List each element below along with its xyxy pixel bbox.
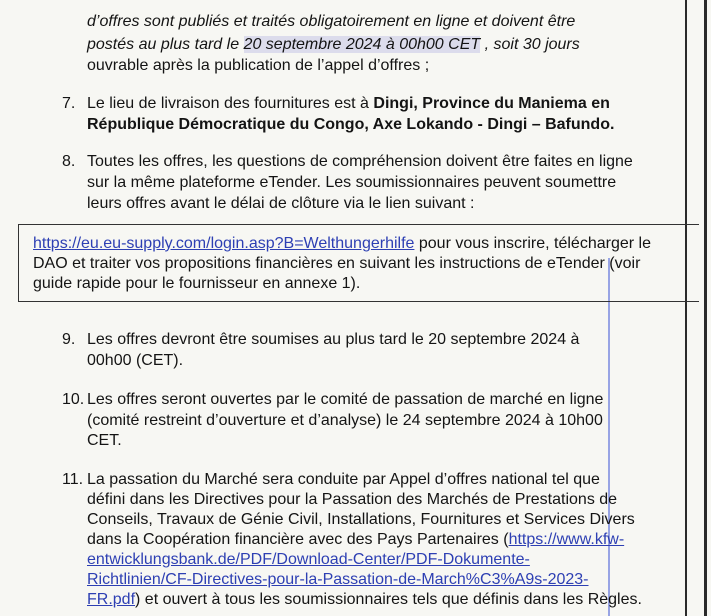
item-7-line-1 [87,94,610,114]
item-8-number: 8. [62,153,76,170]
item-10-line-1: Les offres seront ouvertes par le comité de passation de marché en ligne [87,391,604,408]
item-7-number: 7. [62,95,76,112]
item-11-line-4 [87,530,624,550]
item-11-line-1: La passation du Marché sera conduite par Appel d’offres national tel que [87,471,600,488]
scan-edge-line [685,0,687,616]
scan-edge-line-outer [704,0,707,616]
eu-supply-link[interactable]: https://eu.eu-supply.com/login.asp?B=Welthungerhilfe [33,235,415,252]
item-11-line-7 [87,590,642,610]
item-7-line-1-start: Le lieu de livraison des fournitures est à [87,95,374,112]
intro-line-2 [87,35,580,55]
item-9-line-2: 00h00 (CET). [87,352,184,369]
box-line-2: DAO et traiter vos propositions financières en suivant les instructions de eTender (voir [33,255,641,272]
item-11-line-3: Conseils, Travaux de Génie Civil, Installations, Fournitures et Services Divers [87,511,635,528]
item-7-location: Dingi, Province du Maniema en [373,95,610,112]
box-line-1-rest: pour vous inscrire, télécharger le [414,235,651,252]
item-8-line-3: leurs offres avant le délai de clôture via le lien suivant : [87,195,475,212]
kfw-link-part-4[interactable]: FR.pdf [87,591,136,608]
item-10-line-3: CET. [87,432,122,449]
item-8-line-1: Toutes les offres, les questions de compréhension doivent être faites en ligne [87,153,633,170]
kfw-link-part-3[interactable]: Richtlinien/CF-Directives-pour-la-Passation-de-March%C3%A9s-2023- [87,571,589,588]
kfw-link-part-1[interactable]: https://www.kfw- [508,531,625,548]
intro-line-2-end: , soit 30 jours [480,36,580,53]
item-11-line-2: défini dans les Directives pour la Passation des Marchés de Prestations de [87,491,618,508]
item-11-line-4-start: dans la Coopération financière avec des Pays Partenaires ( [87,531,509,548]
deadline-highlight: 20 septembre 2024 à 00h00 CET [243,36,481,53]
item-11-number: 11. [62,471,84,488]
item-11-line-6 [87,570,589,590]
item-9-line-1: Les offres devront être soumises au plus tard le 20 septembre 2024 à [87,331,580,348]
intro-line-1: d’offres sont publiés et traités obligatoirement en ligne et doivent être [87,13,576,30]
item-11-line-5 [87,550,530,570]
margin-blue-line [608,258,610,616]
box-line-3: guide rapide pour le fournisseur en annexe 1). [33,275,361,292]
item-10-number: 10. [62,391,85,408]
item-11-line-7-rest: ) et ouvert à tous les soumissionnaires tels que définis dans les Règles. [135,591,642,608]
box-line-1 [33,234,651,254]
intro-line-3: ouvrable après la publication de l’appel d’offres ; [87,57,430,74]
item-10-line-2: (comité restreint d’ouverture et d’analyse) le 24 septembre 2024 à 10h00 [87,412,603,429]
kfw-link-part-2[interactable]: entwicklungsbank.de/PDF/Download-Center/PDF-Dokumente- [87,551,530,568]
item-9-number: 9. [62,331,76,348]
intro-line-2-start: postés au plus tard le [87,36,244,53]
item-8-line-2: sur la même plateforme eTender. Les soumissionnaires peuvent soumettre [87,174,617,191]
item-7-line-2: République Démocratique du Congo, Axe Lokando - Dingi – Bafundo. [87,116,615,133]
